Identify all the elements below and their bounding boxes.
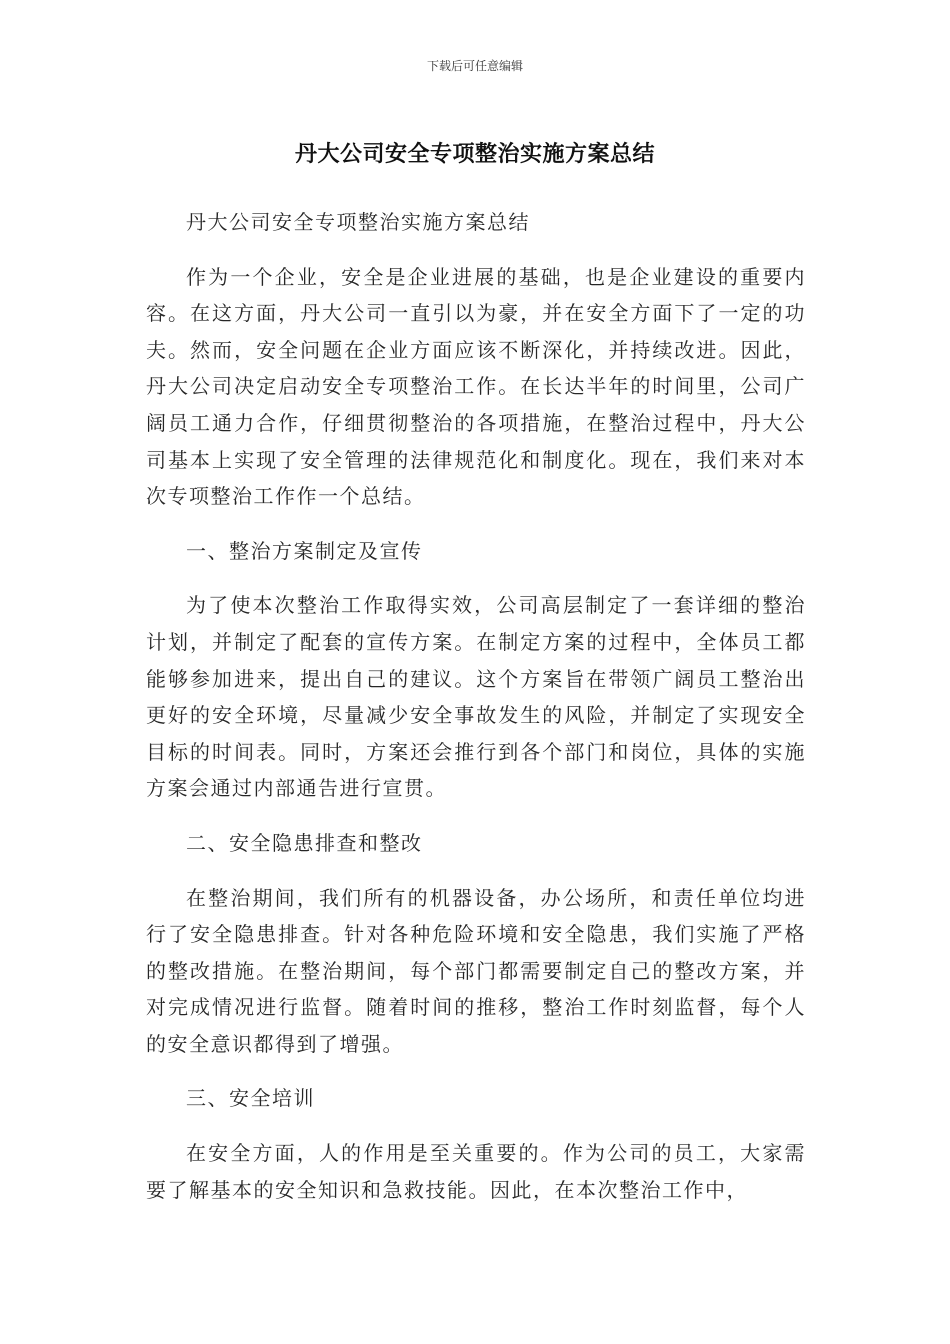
section-paragraph-1: 为了使本次整治工作取得实效，公司高层制定了一套详细的整治计划，并制定了配套的宣传方案。在制定方案的过程中，全体员工都能够参加进来，提出自己的建议。这个方案旨在带领广阔员工整治出更好的安全环境，尽量减少安全事故发生的风险，并制定了实现安全目标的时间表。同时，方案还会推行到各个部门和岗位，具体的实施方案会通过内部通告进行宣贯。	[146, 593, 806, 801]
intro-paragraph: 作为一个企业，安全是企业进展的基础，也是企业建设的重要内容。在这方面，丹大公司一直引以为豪，并在安全方面下了一定的功夫。然而，安全问题在企业方面应该不断深化，并持续改进。因此，丹大公司决定启动安全专项整治工作。在长达半年的时间里，公司广阔员工通力合作，仔细贯彻整治的各项措施，在整治过程中，丹大公司基本上实现了安全管理的法律规范化和制度化。现在，我们来对本次专项整治工作作一个总结。	[146, 264, 806, 509]
section-heading-1: 一、整治方案制定及宣传	[186, 538, 423, 563]
section-heading-2: 二、安全隐患排查和整改	[186, 830, 423, 855]
section-heading-3: 三、安全培训	[186, 1086, 315, 1111]
document-title: 丹大公司安全专项整治实施方案总结	[294, 142, 655, 167]
document-body	[146, 204, 806, 1226]
header-note: 下载后可任意编辑	[426, 59, 523, 73]
section-paragraph-2: 在整治期间，我们所有的机器设备，办公场所，和责任单位均进行了安全隐患排查。针对各种危险环境和安全隐患，我们实施了严格的整改措施。在整治期间，每个部门都需要制定自己的整改方案，并对完成情况进行监督。随着时间的推移，整治工作时刻监督，每个人的安全意识都得到了增强。	[146, 885, 806, 1056]
section-paragraph-3: 在安全方面，人的作用是至关重要的。作为公司的员工，大家需要了解基本的安全知识和急救技能。因此，在本次整治工作中，	[146, 1141, 806, 1202]
subtitle-paragraph: 丹大公司安全专项整治实施方案总结	[186, 210, 530, 234]
